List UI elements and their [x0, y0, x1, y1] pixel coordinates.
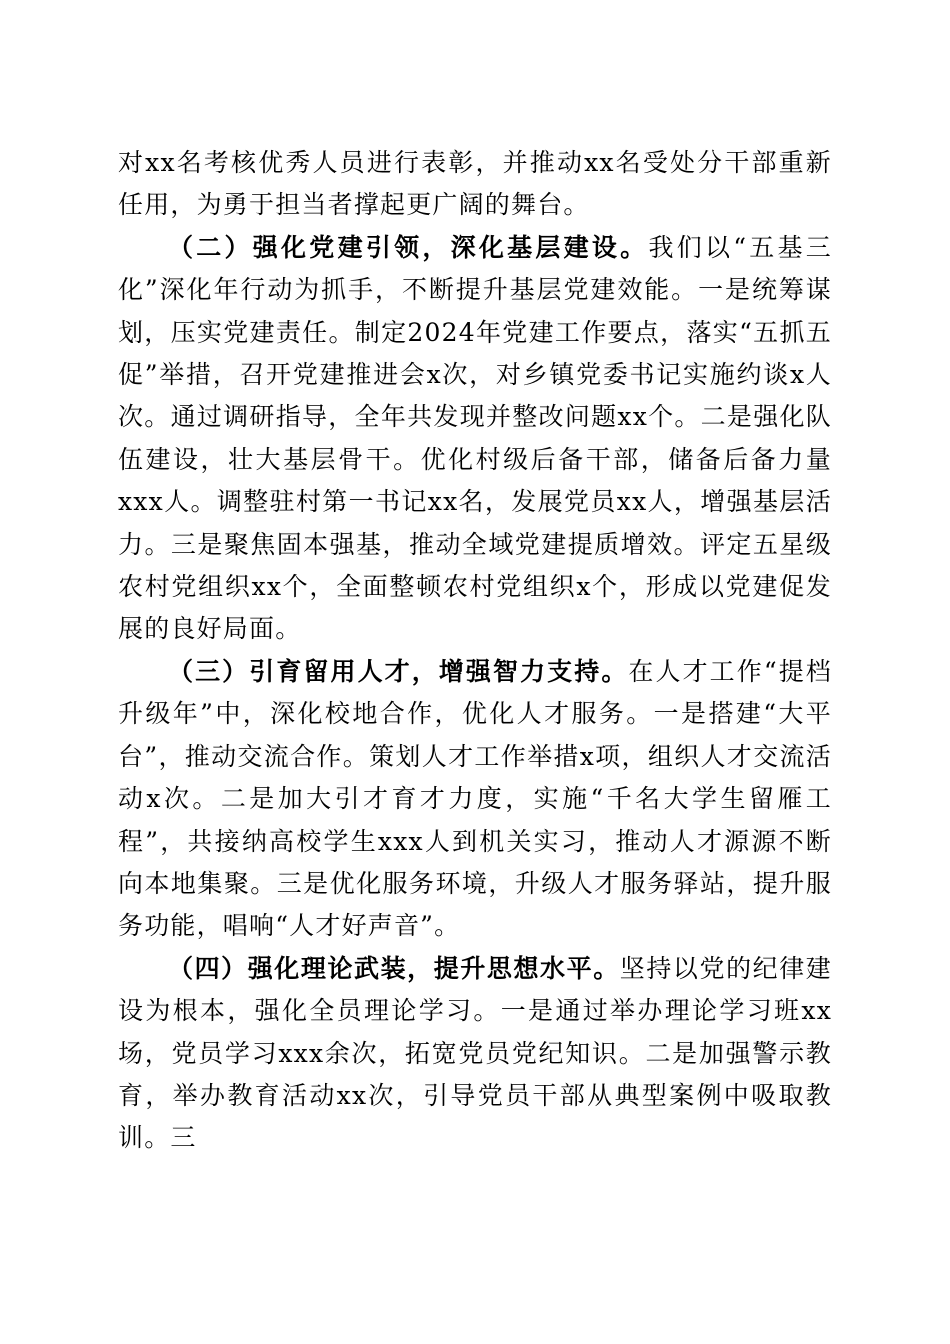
paragraph-section-4 [118, 948, 832, 1160]
paragraph-body: 在人才工作“提档升级年”中，深化校地合作，优化人才服务。一是搭建“大平台”，推动交流合作。策划人才工作举措x项，组织人才交流活动x次。二是加大引才育才力度，实施“千名大学生留雁工程”，共接纳高校学生xxx人到机关实习，推动人才源源不断向本地集聚。三是优化服务环境，升级人才服务驿站，提升服务功能，唱响“人才好声音”。 [118, 656, 832, 941]
paragraph-body: 对xx名考核优秀人员进行表彰，并推动xx名受处分干部重新任用，为勇于担当者撑起更广阔的舞台。 [118, 148, 832, 220]
document-body [118, 142, 832, 1160]
section-heading: （三）引育留用人才，增强智力支持。 [168, 656, 629, 686]
paragraph-continuation [118, 142, 832, 227]
section-heading: （四）强化理论武装，提升思想水平。 [168, 953, 620, 983]
paragraph-section-2 [118, 227, 832, 651]
paragraph-section-3 [118, 651, 832, 948]
paragraph-body: 我们以“五基三化”深化年行动为抓手，不断提升基层党建效能。一是统筹谋划，压实党建责任。制定2024年党建工作要点，落实“五抓五促”举措，召开党建推进会x次，对乡镇党委书记实施约谈x人次。通过调研指导，全年共发现并整改问题xx个。二是强化队伍建设，壮大基层骨干。优化村级后备干部，储备后备力量xxx人。调整驻村第一书记xx名，发展党员xx人，增强基层活力。三是聚焦固本强基，推动全域党建提质增效。评定五星级农村党组织xx个，全面整顿农村党组织x个，形成以党建促发展的良好局面。 [118, 232, 833, 644]
section-heading: （二）强化党建引领，深化基层建设。 [168, 232, 649, 262]
paragraph-body: 坚持以党的纪律建设为根本，强化全员理论学习。一是通过举办理论学习班xx场，党员学习xxx余次，拓宽党员党纪知识。二是加强警示教育，举办教育活动xx次，引导党员干部从典型案例中吸取教训。三 [118, 953, 832, 1153]
